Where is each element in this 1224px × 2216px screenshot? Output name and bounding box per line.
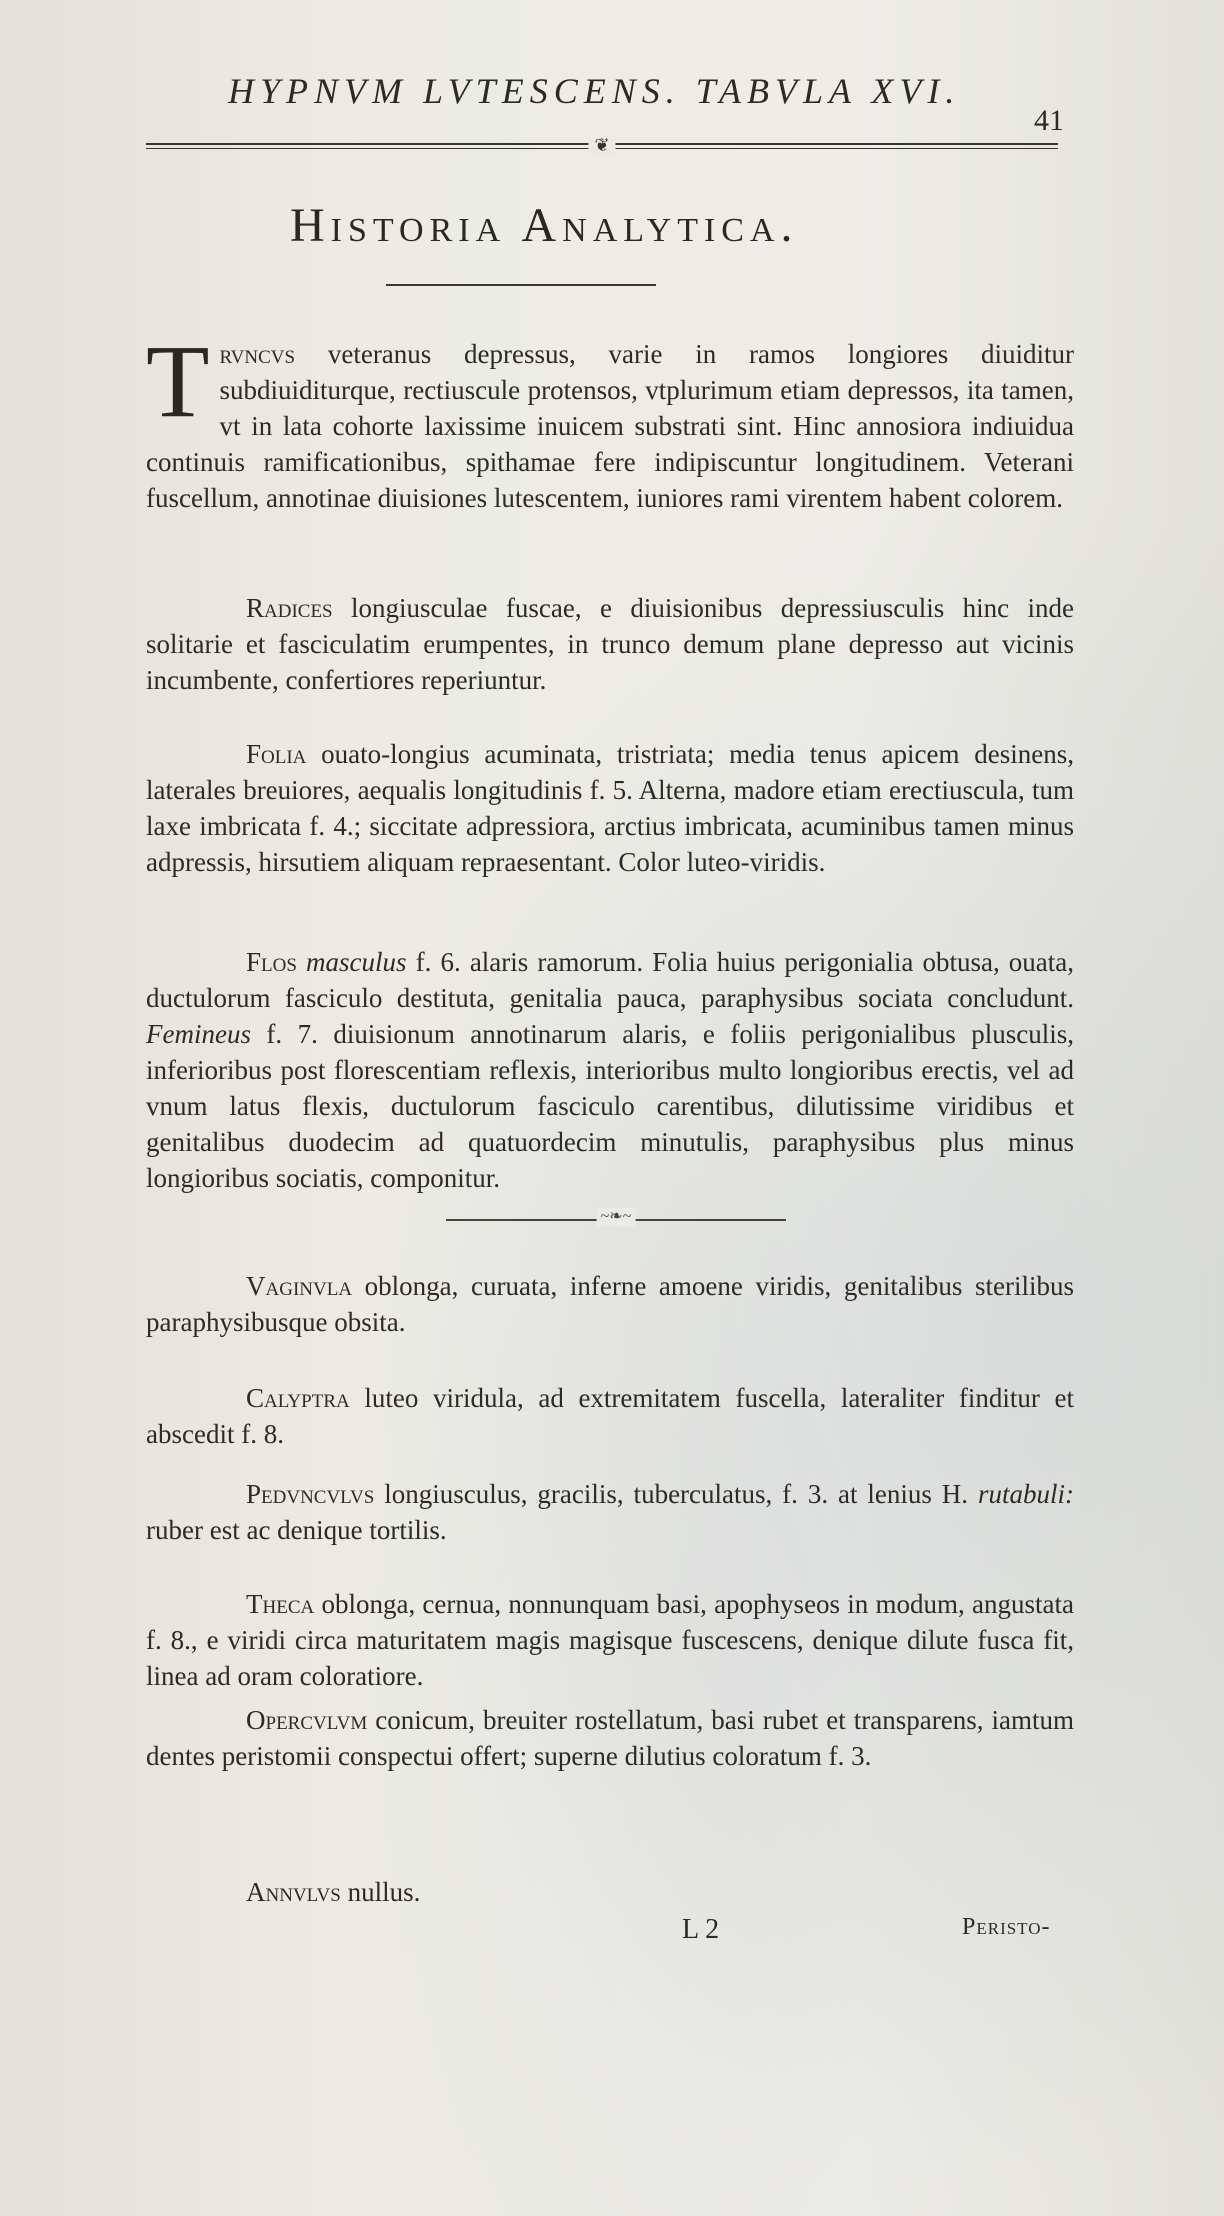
paragraph-theca <box>146 1586 1074 1694</box>
paragraph-lead: Folia <box>246 739 307 769</box>
paragraph-text: ouato-longius acuminata, tristriata; media tenus apicem desinens, laterales breuiores, aequalis longitudinis f. 5. Alterna, madore etiam erectiuscula, tum laxe imbricata f. 4.; siccitate adpressiora, arctius imbricata, acuminibus tamen minus adpressis, hirsutiem aliquam repraesentant. Color luteo-viridis. <box>146 739 1074 877</box>
paragraph-text: ruber est ac denique tortilis. <box>146 1515 447 1545</box>
paragraph-vaginula <box>146 1268 1074 1340</box>
paragraph-text: conicum, breuiter rostellatum, basi rubet et transparens, iamtum dentes peristomii conspectui offert; superne dilutius coloratum f. 3. <box>146 1705 1074 1771</box>
section-title: Historia Analytica. <box>290 199 799 252</box>
running-title: HYPNVM LVTESCENS. TABVLA XVI. <box>228 71 961 111</box>
paragraph-lead: Flos <box>246 947 297 977</box>
paragraph-text: oblonga, curuata, inferne amoene viridis, genitalibus sterilibus paraphysibusque obsita. <box>146 1271 1074 1337</box>
paragraph-truncus <box>146 324 1074 516</box>
paragraph-text: longiusculae fuscae, e diuisionibus depressiusculis hinc inde solitarie et fasciculatim erumpentes, in trunco demum plane depresso aut vicinis incumbente, confertiores reperiuntur. <box>146 593 1074 695</box>
paragraph-text: oblonga, cernua, nonnunquam basi, apophyseos in modum, angustata f. 8., e viridi circa maturitatem magis magisque fuscescens, denique dilute fusca fit, linea ad oram coloratiore. <box>146 1589 1074 1691</box>
ornamental-rule <box>446 1208 786 1225</box>
paragraph-text: f. 6. alaris ramorum. Folia huius perigonialia obtusa, ouata, ductulorum fasciculo destituta, genitalia pauca, paraphysibus sociata concludunt. <box>146 947 1075 1013</box>
italic-term: Femineus <box>146 1019 251 1049</box>
paragraph-lead: Annvlvs <box>246 1877 341 1907</box>
ornament-icon: ~❧~ <box>597 1208 636 1226</box>
paragraph-radices <box>146 590 1074 698</box>
paragraph-operculum <box>146 1702 1074 1774</box>
paragraph-lead: rvncvs <box>219 339 296 369</box>
paragraph-lead: Theca <box>246 1589 315 1619</box>
paragraph-pedunculus <box>146 1476 1074 1548</box>
paragraph-lead: Radices <box>246 593 333 623</box>
italic-term: rutabuli: <box>977 1479 1074 1509</box>
paragraph-text: luteo viridula, ad extremitatem fuscella, lateraliter finditur et abscedit f. 8. <box>146 1383 1074 1449</box>
page-number: 41 <box>1034 104 1064 137</box>
paragraph-flos <box>146 944 1074 1196</box>
paragraph-text: nullus. <box>340 1877 421 1907</box>
paragraph-lead: Calyptra <box>246 1383 350 1413</box>
paragraph-lead: Vaginvla <box>246 1271 353 1301</box>
italic-term: masculus <box>306 947 407 977</box>
paragraph-text: f. 7. diuisionum annotinarum alaris, e foliis perigonialibus plusculis, inferioribus post florescentiam reflexis, interioribus multo longioribus erectis, vel ad vnum latus flexis, ductulorum fasciculo carentibus, dilutissime viridibus et genitalibus duodecim ad quatuordecim minutulis, paraphysibus plus minus longioribus sociatis, componitur. <box>146 1019 1074 1193</box>
paragraph-folia <box>146 736 1074 880</box>
ornament-icon: ❦ <box>588 134 615 156</box>
paragraph-lead: Opercvlvm <box>246 1705 368 1735</box>
paragraph-calyptra <box>146 1380 1074 1452</box>
header-rule <box>146 135 1058 155</box>
paragraph-annulus <box>146 1874 1074 1910</box>
drop-cap: T <box>146 324 210 439</box>
paragraph-text: veteranus depressus, varie in ramos longiores diuiditur subdiuiditurque, rectiuscule protensos, vtplurimum etiam depressos, ita tamen, vt in lata cohorte laxissime inuicem substrati sint. Hinc annosiora indiuidua continuis ramificationibus, spithamae fere indipiscuntur longitudinem. Veterani fuscellum, annotinae diuisiones lutescentem, iuniores rami virentem habent colorem. <box>146 339 1074 513</box>
signature-mark: L 2 <box>682 1914 720 1945</box>
paragraph-text: longiusculus, gracilis, tuberculatus, f. 3. at lenius H. <box>374 1479 969 1509</box>
paragraph-lead: Pedvncvlvs <box>246 1479 375 1509</box>
title-rule <box>386 284 656 286</box>
catchword: Peristo- <box>962 1914 1051 1940</box>
